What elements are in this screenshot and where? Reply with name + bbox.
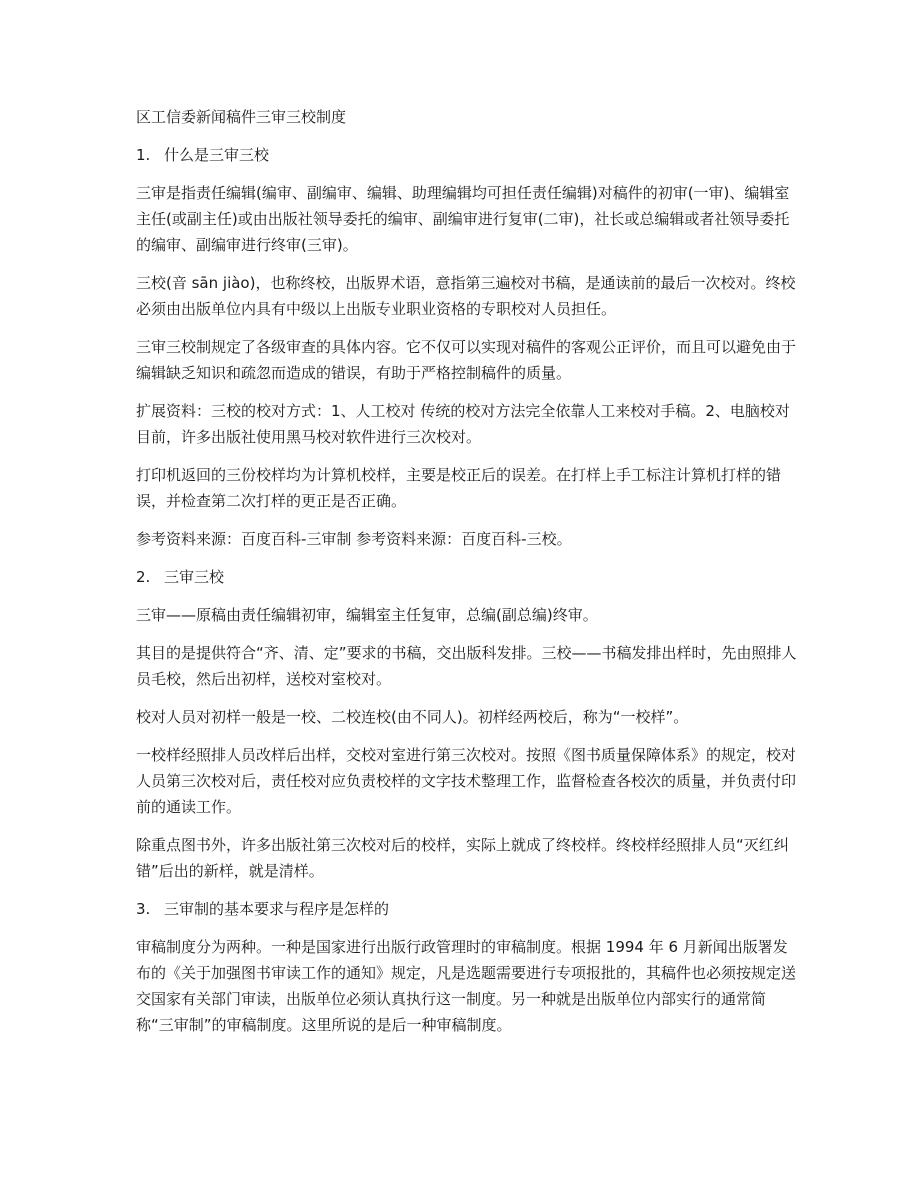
paragraph-review-system-types: 审稿制度分为两种。一种是国家进行出版行政管理时的审稿制度。根据 1994 年 6 月新闻出版署发布的《关于加强图书审读工作的通知》规定，凡是选题需要进行专项报批的，其稿件也必须按规定送交国家有关部门审读，出版单位必须认真执行这一制度。另一种就是出版单位内部实行的通常简称“三审制”的审稿制度。这里所说的是后一种审稿制度。 <box>136 938 797 1034</box>
paragraph-system-purpose: 三审三校制规定了各级审查的具体内容。它不仅可以实现对稿件的客观公正评价，而且可以避免由于编辑缺乏知识和疏忽而造成的错误，有助于严格控制稿件的质量。 <box>136 338 797 382</box>
paragraph-review-steps: 三审——原稿由责任编辑初审，编辑室主任复审，总编(副总编)终审。 <box>136 606 598 624</box>
paragraph-third-proof: 一校样经照排人员改样后出样，交校对室进行第三次校对。按照《图书质量保障体系》的规定，校对人员第三次校对后，责任校对应负责校样的文字技术整理工作，监督检查各校次的质量，并负责付印前的通读工作。 <box>136 746 797 816</box>
paragraph-three-proofread-definition: 三校(音 sān jiào)，也称终校，出版界术语，意指第三遍校对书稿，是通读前的最后一次校对。终校必须由出版单位内具有中级以上出版专业职业资格的专职校对人员担任。 <box>136 274 796 318</box>
section-three-review-three-proof <box>136 564 800 884</box>
paragraph-extended-info: 扩展资料：三校的校对方式：1、人工校对 传统的校对方法完全依靠人工来校对手稿。2、电脑校对 目前，许多出版社使用黑马校对软件进行三次校对。 <box>136 402 790 446</box>
section-heading-text: 三审三校 <box>164 568 225 586</box>
paragraph-final-proof: 除重点图书外，许多出版社第三次校对后的校样，实际上就成了终校样。终校样经照排人员“灭红纠错”后出的新样，就是清样。 <box>136 836 789 880</box>
paragraph-first-proof: 校对人员对初样一般是一校、二校连校(由不同人)。初样经两校后，称为“一校样”。 <box>136 708 689 726</box>
section-heading <box>136 564 800 590</box>
section-number: 1. <box>136 146 151 164</box>
paragraph-purpose-and-proofing: 其目的是提供符合“齐、清、定”要求的书稿，交出版科发排。三校——书稿发排出样时，先由照排人员毛校，然后出初样，送校对室校对。 <box>136 644 797 688</box>
section-heading-text: 三审制的基本要求与程序是怎样的 <box>164 900 390 918</box>
section-heading <box>136 142 800 168</box>
section-heading <box>136 896 800 922</box>
paragraph-three-review-definition: 三审是指责任编辑(编审、副编审、编辑、助理编辑均可担任责任编辑)对稿件的初审(一审)、编辑室主任(或副主任)或由出版社领导委托的编审、副编审进行复审(二审)，社长或总编辑或者社领导委托的编审、副编审进行终审(三审)。 <box>136 184 790 254</box>
section-requirements-procedure <box>136 896 800 1038</box>
section-number: 2. <box>136 568 151 586</box>
section-what-is-three-review <box>136 142 800 552</box>
paragraph-printer-proofs: 打印机返回的三份校样均为计算机校样，主要是校正后的误差。在打样上手工标注计算机打样的错误，并检查第二次打样的更正是否正确。 <box>136 466 782 510</box>
document-title: 区工信委新闻稿件三审三校制度 <box>136 108 347 126</box>
section-heading-text: 什么是三审三校 <box>164 146 270 164</box>
paragraph-references: 参考资料来源：百度百科-三审制 参考资料来源：百度百科-三校。 <box>136 530 572 548</box>
section-number: 3. <box>136 900 151 918</box>
